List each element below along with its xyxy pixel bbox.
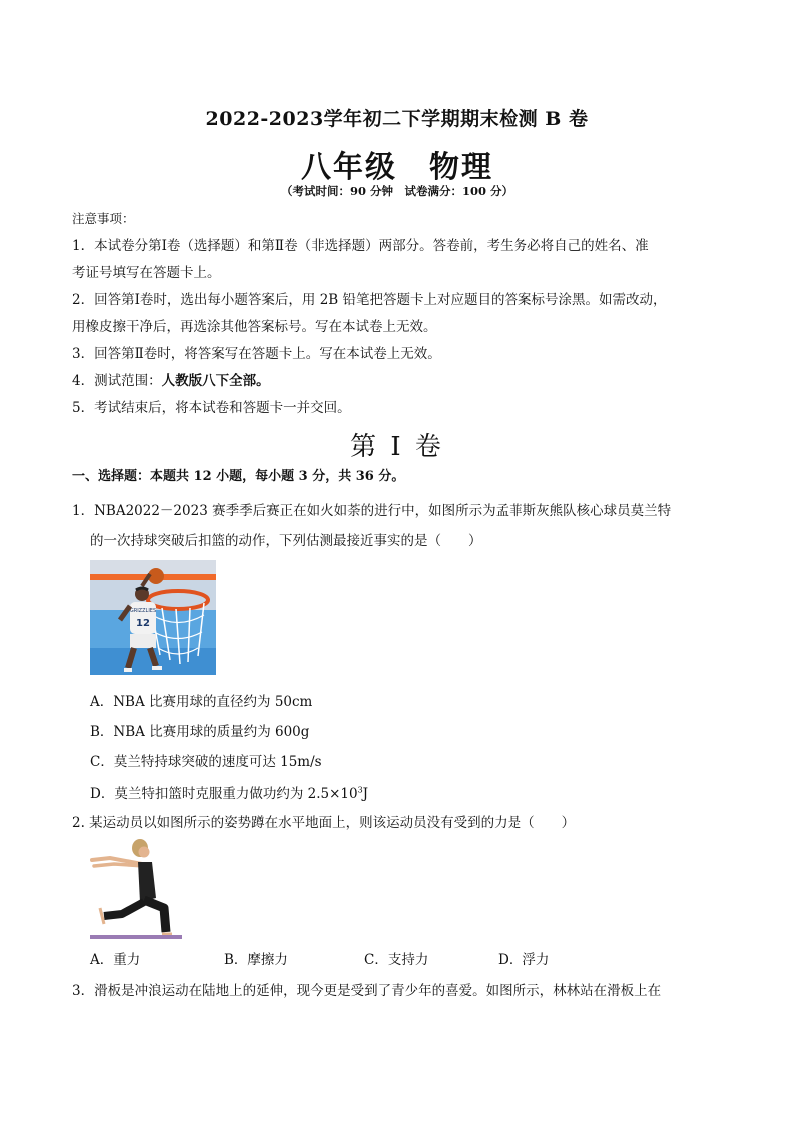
part1-heading: 一、选择题：本题共 12 小题，每小题 3 分，共 36 分。: [72, 469, 405, 484]
q2-option-c: C．支持力: [364, 952, 429, 968]
subject-title: 八年级 物理: [301, 150, 493, 185]
note-4-prefix: 4．测试范围：: [72, 373, 162, 389]
q3-stem-line-1: 3．滑板是冲浪运动在陆地上的延伸，现今更是受到了青少年的喜爱。如图所示，林林站在滑板上在: [72, 983, 662, 999]
note-1-line-1: 1．本试卷分第Ⅰ卷（选择题）和第Ⅱ卷（非选择题）两部分。答卷前，考生务必将自己的姓名、准: [72, 238, 649, 254]
note-4: [72, 372, 732, 390]
q1-option-d-unit: J: [362, 786, 369, 802]
notes-heading: 注意事项：: [72, 211, 135, 226]
exam-title: 2022-2023学年初二下学期期末检测 B 卷: [205, 108, 589, 130]
q1-dunk-image: [90, 560, 216, 675]
note-1-line-2: 考证号填写在答题卡上。: [72, 265, 221, 281]
q2-stem: 2. 某运动员以如图所示的姿势蹲在水平地面上，则该运动员没有受到的力是（ ）: [72, 815, 576, 831]
q1-option-d-text: D．莫兰特扣篮时克服重力做功约为 2.5×10: [90, 786, 358, 802]
note-3: 3．回答第Ⅱ卷时，将答案写在答题卡上。写在本试卷上无效。: [72, 346, 441, 362]
q1-option-d: [90, 782, 368, 802]
jersey-text: GRIZZLIES: [129, 608, 157, 614]
q2-option-a: A．重力: [90, 952, 141, 968]
q1-option-c: C．莫兰特持球突破的速度可达 15m/s: [90, 754, 322, 770]
q1-option-a: A．NBA 比赛用球的直径约为 50cm: [90, 694, 313, 710]
q1-option-b: B．NBA 比赛用球的质量约为 600g: [90, 724, 310, 740]
section-title: 第 I 卷: [350, 432, 444, 462]
exam-info: （考试时间：90 分钟 试卷满分：100 分）: [280, 184, 513, 198]
note-5: 5．考试结束后，将本试卷和答题卡一并交回。: [72, 400, 351, 416]
q2-squat-image: [88, 838, 184, 942]
note-4-scope: 人教版八下全部。: [161, 373, 270, 389]
jersey-number: 12: [136, 618, 150, 629]
dunk-illustration: [90, 560, 216, 675]
q1-stem-line-2: 的一次持球突破后扣篮的动作，下列估测最接近事实的是（ ）: [90, 533, 482, 549]
note-2-line-2: 用橡皮擦干净后，再选涂其他答案标号。写在本试卷上无效。: [72, 319, 437, 335]
note-2-line-1: 2．回答第Ⅰ卷时，选出每小题答案后，用 2B 铅笔把答题卡上对应题目的答案标号涂黑。如需改动，: [72, 292, 667, 308]
q1-stem-line-1: 1．NBA2022－2023 赛季季后赛正在如火如荼的进行中，如图所示为孟菲斯灰熊队核心球员莫兰特: [72, 503, 672, 519]
squat-illustration: [88, 838, 184, 942]
q2-option-d: D．浮力: [498, 952, 550, 968]
q1-option-d-exponent: 3: [357, 785, 363, 795]
q2-option-b: B．摩擦力: [224, 952, 288, 968]
